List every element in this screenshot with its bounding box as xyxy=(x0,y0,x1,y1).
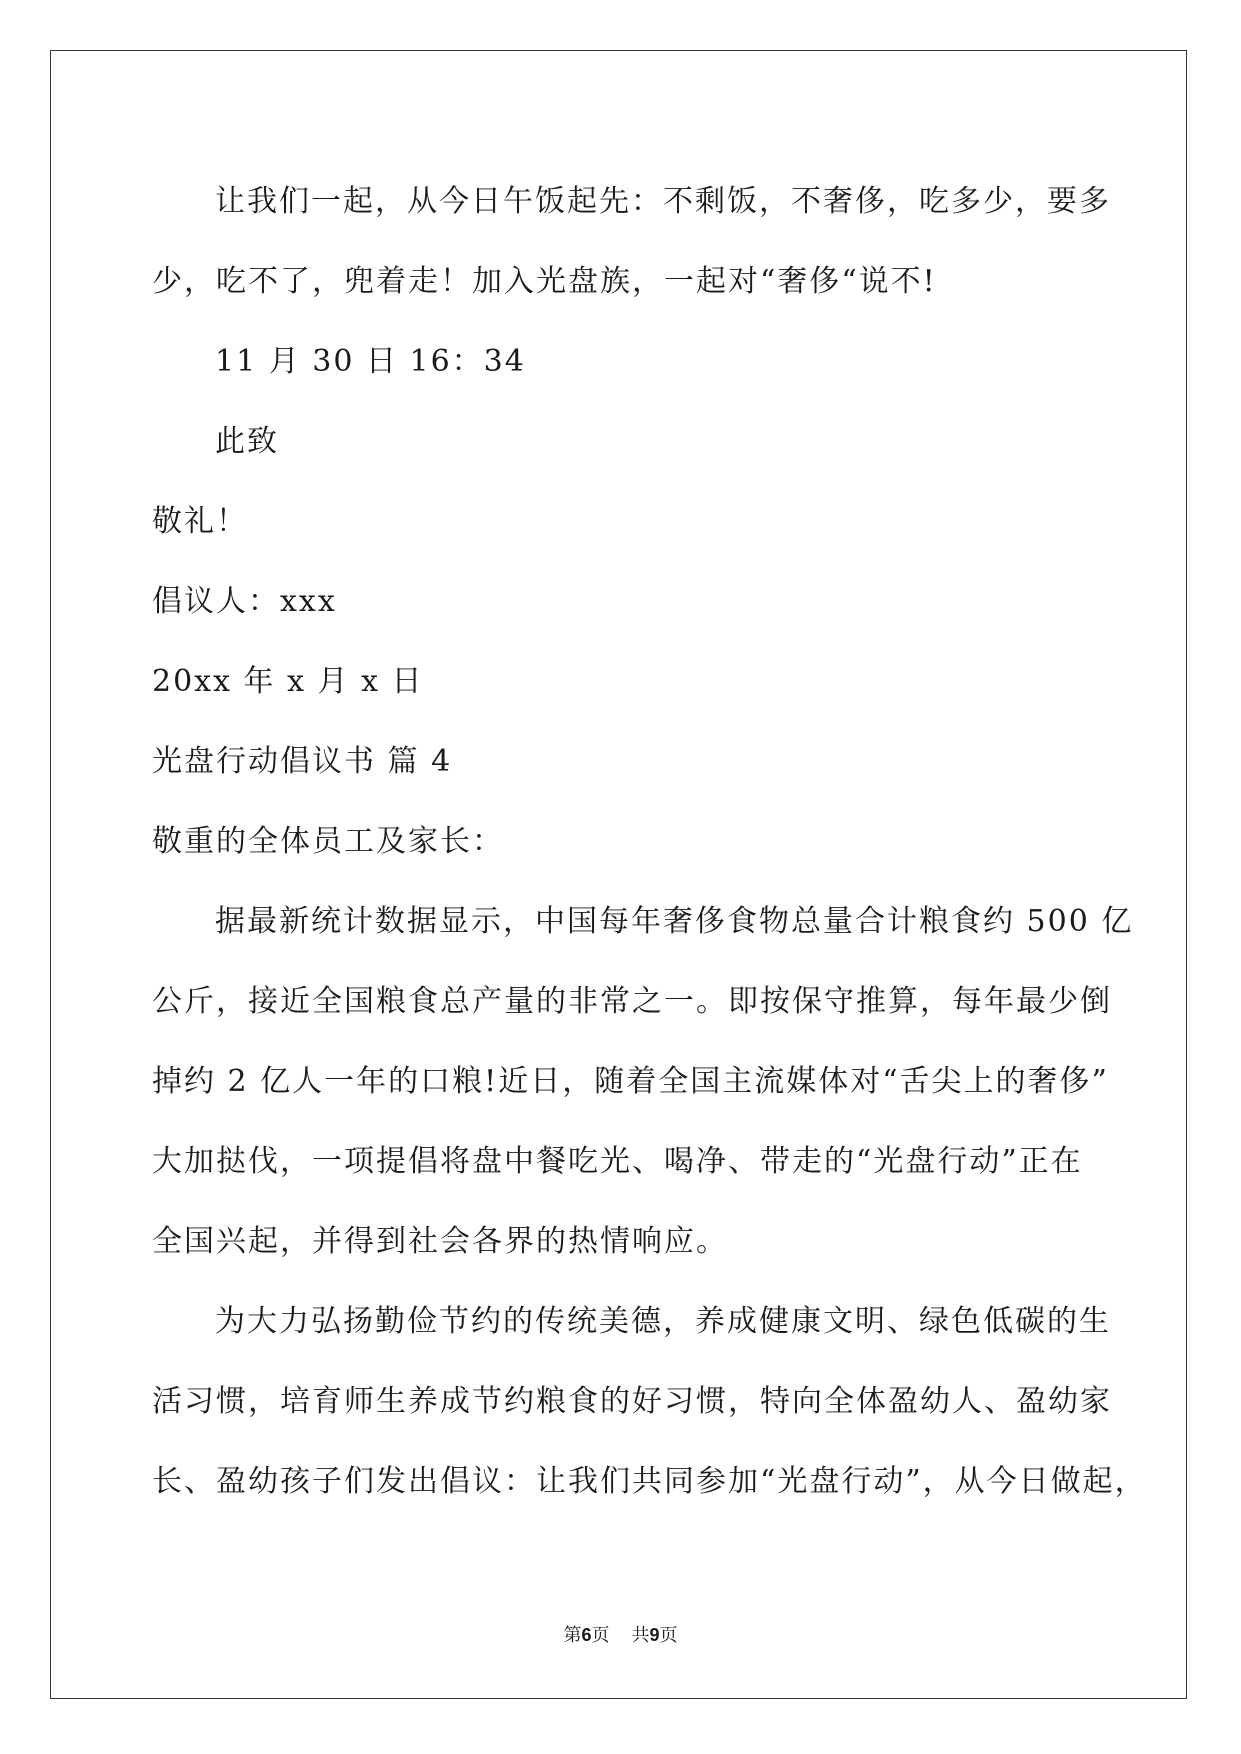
timestamp-line: 11 月 30 日 16：34 xyxy=(215,344,526,379)
page-suffix: 页 xyxy=(591,1625,610,1646)
closing-salutation: 此致 xyxy=(215,424,279,459)
total-suffix: 页 xyxy=(659,1625,678,1646)
total-prefix: 共 xyxy=(631,1625,650,1646)
greeting-line: 敬重的全体员工及家长： xyxy=(152,824,504,859)
document-body xyxy=(152,162,1147,1522)
paragraph-line: 全国兴起，并得到社会各界的热情响应。 xyxy=(152,1224,728,1259)
paragraph-line: 掉约 2 亿人一年的口粮!近日，随着全国主流媒体对“舌尖上的奢侈” xyxy=(152,1064,1109,1099)
paragraph-line: 为大力弘扬勤俭节约的传统美德，养成健康文明、绿色低碳的生 xyxy=(215,1304,1111,1339)
paragraph-line: 公斤，接近全国粮食总产量的非常之一。即按保守推算，每年最少倒 xyxy=(152,984,1112,1019)
page-prefix: 第 xyxy=(563,1625,582,1646)
paragraph-line: 少，吃不了，兜着走！加入光盘族，一起对“奢侈“说不! xyxy=(152,264,937,299)
paragraph-line: 让我们一起，从今日午饭起先：不剩饭，不奢侈，吃多少，要多 xyxy=(215,184,1111,219)
page-total: 9 xyxy=(649,1625,660,1645)
paragraph-line: 大加挞伐，一项提倡将盘中餐吃光、喝净、带走的“光盘行动”正在 xyxy=(152,1144,1083,1179)
paragraph-line: 长、盈幼孩子们发出倡议：让我们共同参加“光盘行动”，从今日做起， xyxy=(152,1464,1147,1499)
paragraph-line: 活习惯，培育师生养成节约粮食的好习惯，特向全体盈幼人、盈幼家 xyxy=(152,1384,1112,1419)
page-footer xyxy=(0,1621,1241,1647)
paragraph-line: 据最新统计数据显示，中国每年奢侈食物总量合计粮食约 500 亿 xyxy=(215,904,1134,939)
page-current: 6 xyxy=(581,1625,592,1645)
proposer-line: 倡议人：xxx xyxy=(152,584,337,619)
closing-regards: 敬礼！ xyxy=(152,504,248,539)
date-line: 20xx 年 x 月 x 日 xyxy=(152,664,424,699)
section-title: 光盘行动倡议书 篇 4 xyxy=(152,744,453,779)
